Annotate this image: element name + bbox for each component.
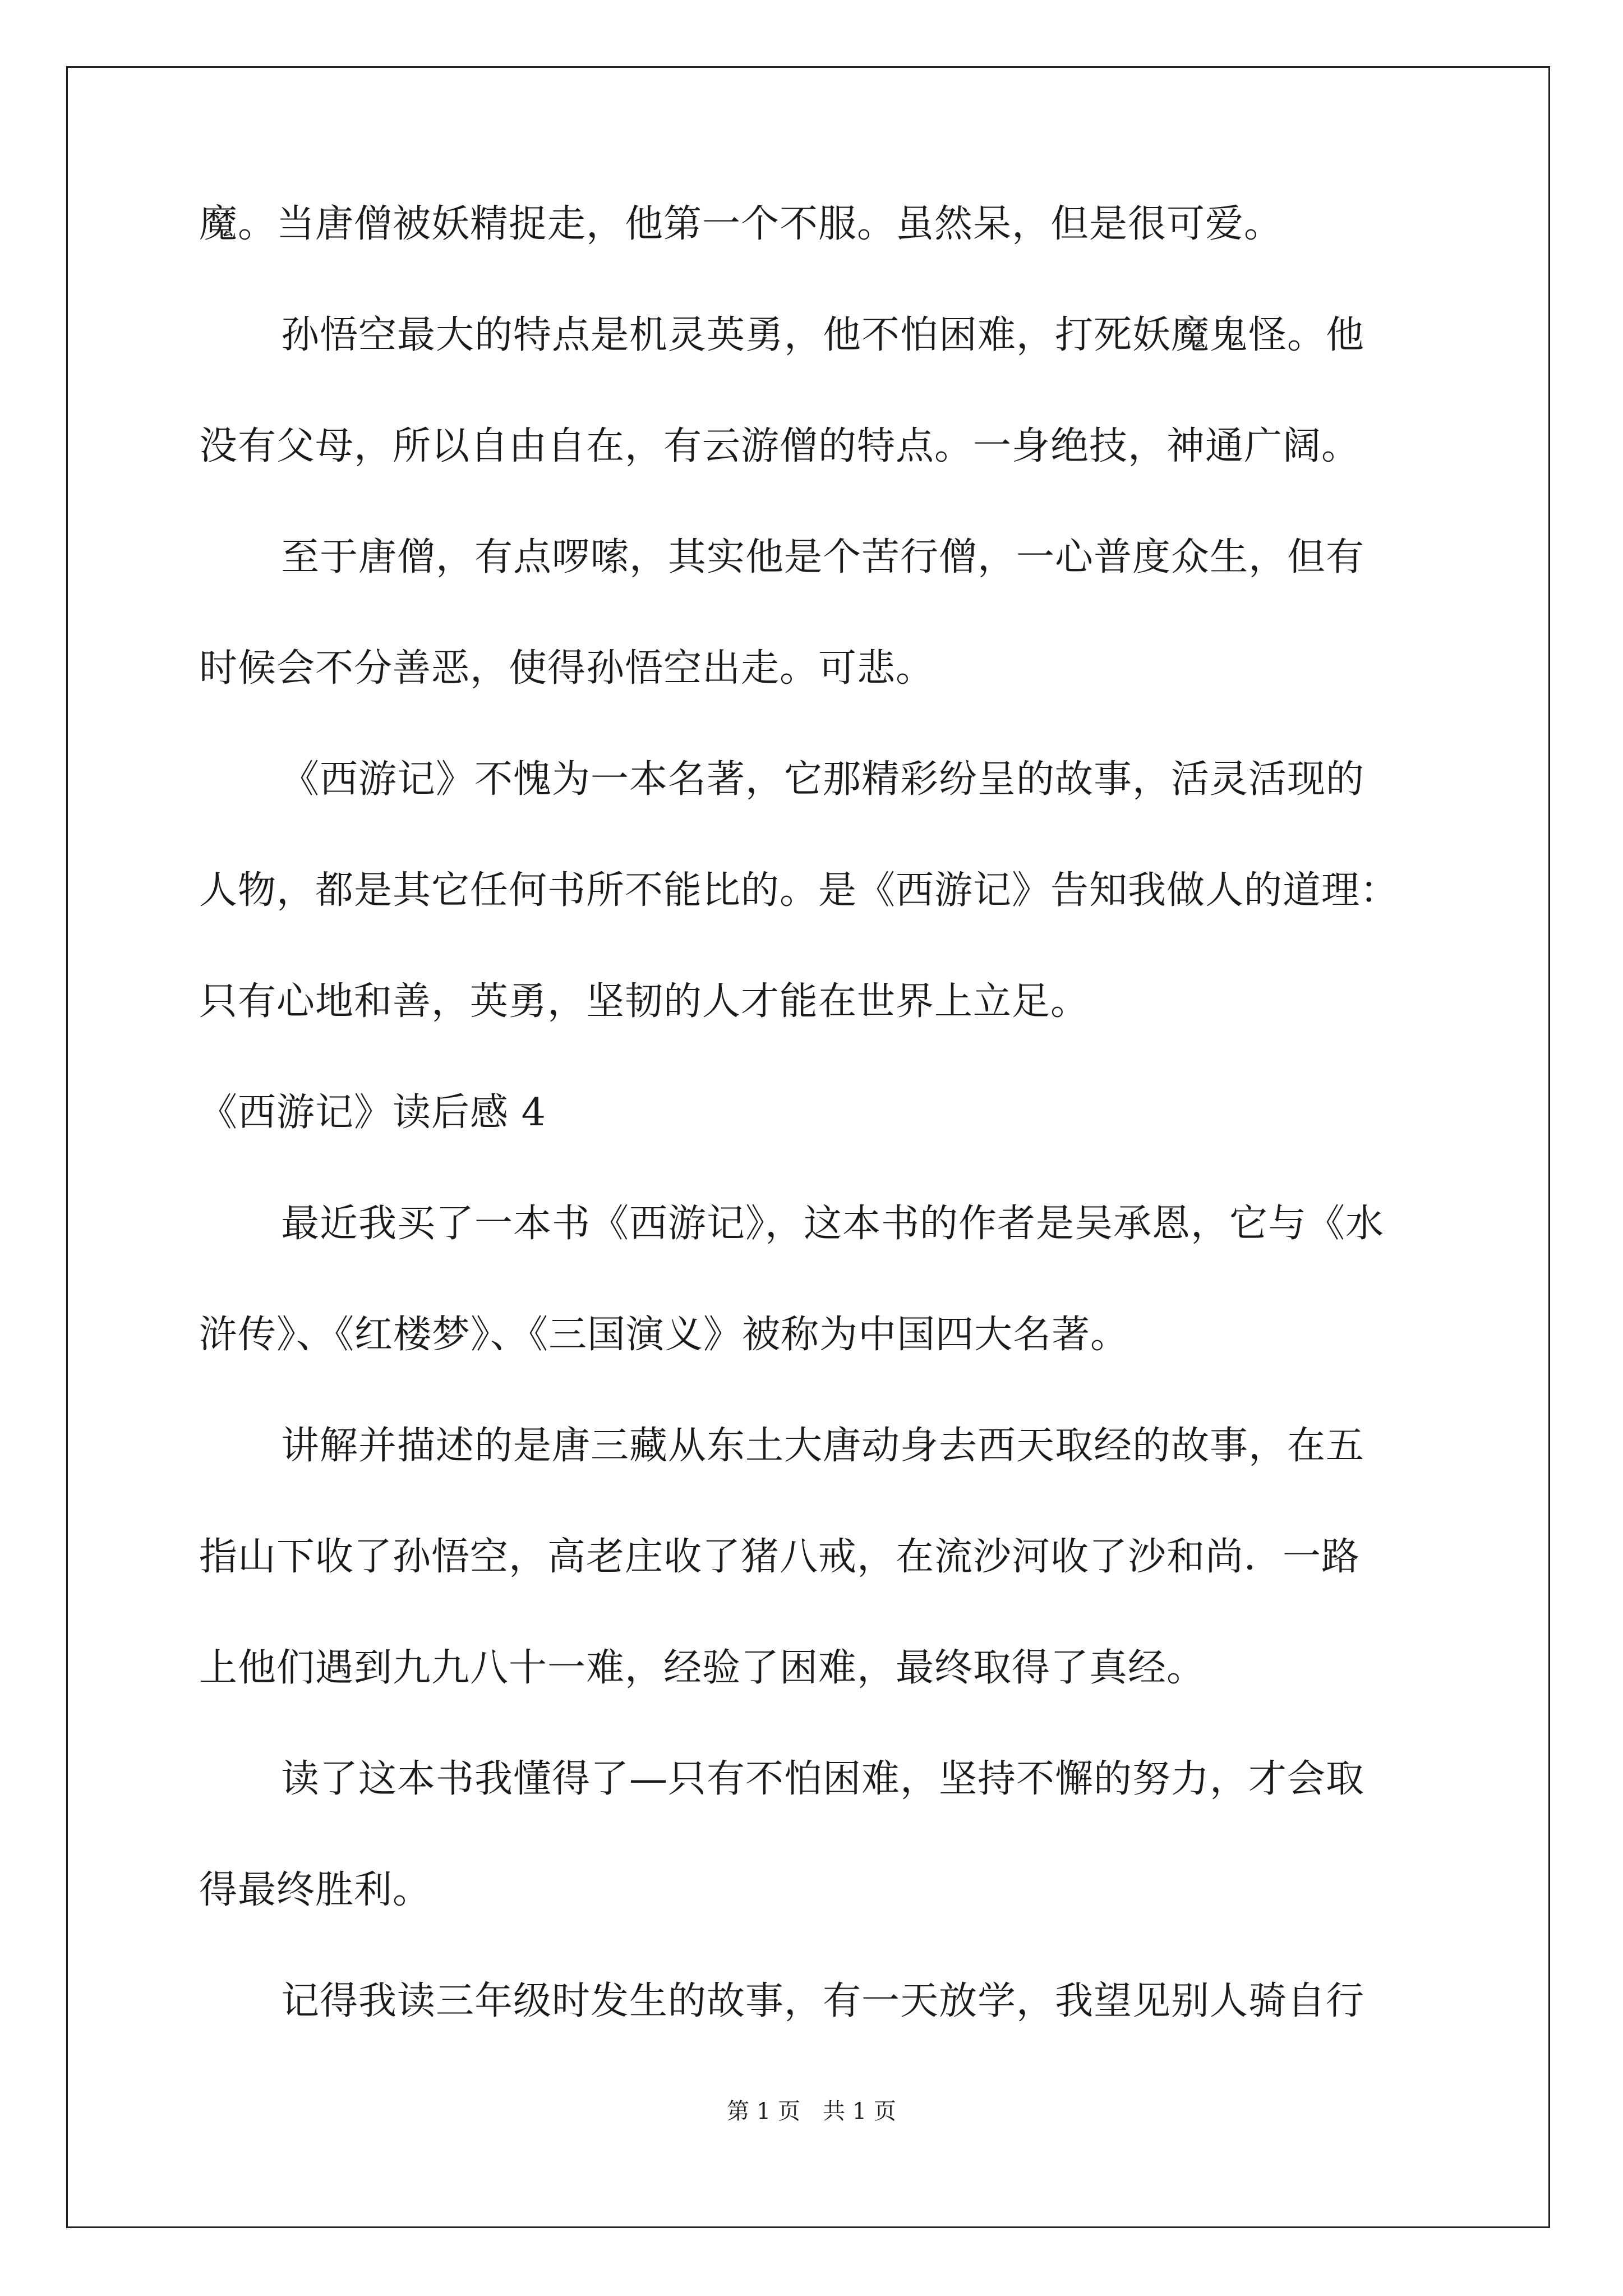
text-line: 没有父母，所以自由自在，有云游僧的特点。一身绝技，神通广阔。 xyxy=(199,424,1361,468)
paragraph-start: 孙悟空最大的特点是机灵英勇，他不怕困难，打死妖魔鬼怪。他 xyxy=(281,313,1365,357)
text-line: 人物，都是其它任何书所不能比的。是《西游记》告知我做人的道理： xyxy=(199,868,1399,913)
section-heading: 《西游记》读后感 4 xyxy=(199,1091,546,1135)
text-line: 指山下收了孙悟空，高老庄收了猪八戒，在流沙河收了沙和尚．一路 xyxy=(199,1535,1361,1579)
paragraph-start: 最近我买了一本书《西游记》，这本书的作者是吴承恩，它与《水 xyxy=(281,1202,1385,1246)
page-footer: 第 1 页 共 1 页 xyxy=(727,2099,896,2124)
text-line: 只有心地和善，英勇，坚韧的人才能在世界上立足。 xyxy=(199,979,1090,1024)
paragraph-start: 读了这本书我懂得了—只有不怕困难，坚持不懈的努力，才会取 xyxy=(281,1757,1365,1801)
text-line: 上他们遇到九九八十一难，经验了困难，最终取得了真经。 xyxy=(199,1646,1206,1690)
paragraph-start: 至于唐僧，有点啰嗦，其实他是个苦行僧，一心普度众生，但有 xyxy=(281,535,1365,579)
text-line: 魔。当唐僧被妖精捉走，他第一个不服。虽然呆，但是很可爱。 xyxy=(199,202,1283,246)
paragraph-start: 记得我读三年级时发生的故事，有一天放学，我望见别人骑自行 xyxy=(281,1979,1365,2023)
paragraph-start: 《西游记》不愧为一本名著，它那精彩纷呈的故事，活灵活现的 xyxy=(281,757,1365,802)
text-line: 得最终胜利。 xyxy=(199,1868,432,1912)
text-line: 时候会不分善恶，使得孙悟空出走。可悲。 xyxy=(199,646,935,691)
paragraph-start: 讲解并描述的是唐三藏从东土大唐动身去西天取经的故事，在五 xyxy=(281,1424,1365,1468)
text-line: 浒传》、《红楼梦》、《三国演义》被称为中国四大名著。 xyxy=(199,1313,1129,1357)
